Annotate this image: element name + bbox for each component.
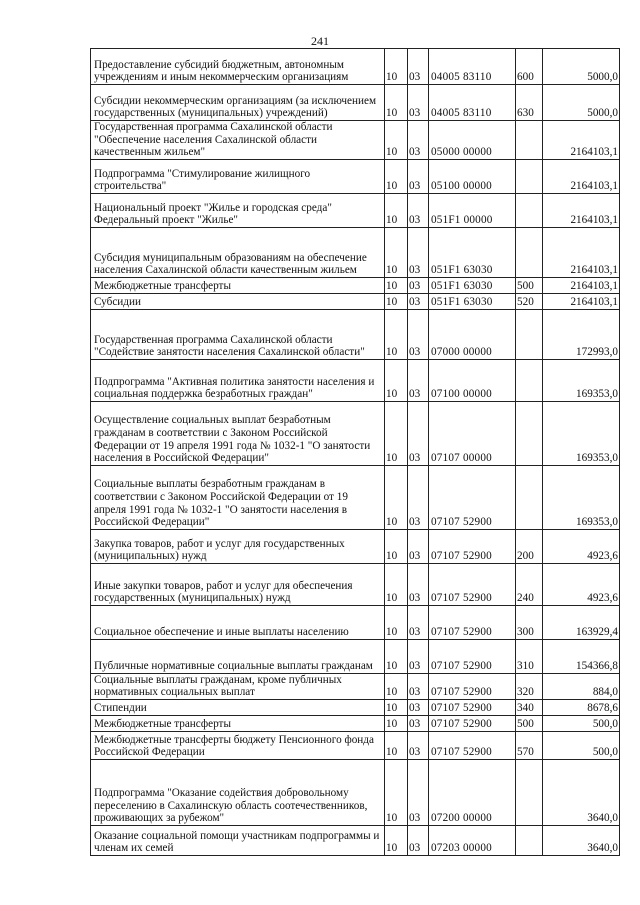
cell-csr: 07107 52900 [429,699,516,715]
cell-csr: 07100 00000 [429,359,516,401]
cell-rz: 10 [385,605,408,639]
cell-vr: 310 [516,639,543,673]
cell-sum: 163929,4 [543,605,620,639]
cell-name: Субсидия муниципальным образованиям на обеспечение населения Сахалинской области качественным жильем [91,227,385,277]
cell-vr [516,159,543,193]
cell-sum: 172993,0 [543,309,620,359]
table-row [91,605,620,639]
cell-rz: 10 [385,825,408,855]
table-row [91,193,620,227]
table-row [91,759,620,825]
cell-rz: 10 [385,563,408,605]
cell-pr: 03 [408,359,429,401]
cell-name: Социальное обеспечение и иные выплаты населению [91,605,385,639]
cell-vr [516,193,543,227]
cell-rz: 10 [385,49,408,85]
cell-csr: 07200 00000 [429,759,516,825]
cell-pr: 03 [408,309,429,359]
cell-rz: 10 [385,699,408,715]
cell-csr: 051F1 63030 [429,227,516,277]
cell-name: Предоставление субсидий бюджетным, автономным учреждениям и иным некоммерческим организациям [91,49,385,85]
cell-name: Оказание социальной помощи участникам подпрограммы и членам их семей [91,825,385,855]
table-row [91,359,620,401]
cell-sum: 4923,6 [543,563,620,605]
cell-vr [516,465,543,529]
cell-sum: 2164103,1 [543,121,620,160]
cell-pr: 03 [408,825,429,855]
cell-csr: 051F1 63030 [429,277,516,293]
cell-pr: 03 [408,673,429,699]
table-row [91,227,620,277]
cell-name: Субсидии [91,293,385,309]
cell-csr: 07107 52900 [429,731,516,759]
cell-vr: 570 [516,731,543,759]
cell-name: Межбюджетные трансферты бюджету Пенсионного фонда Российской Федерации [91,731,385,759]
cell-rz: 10 [385,277,408,293]
table-row [91,85,620,121]
cell-vr: 340 [516,699,543,715]
cell-vr: 240 [516,563,543,605]
cell-pr: 03 [408,159,429,193]
table-row [91,715,620,731]
cell-name: Национальный проект "Жилье и городская среда" Федеральный проект "Жилье" [91,193,385,227]
cell-csr: 07107 52900 [429,563,516,605]
table-row [91,277,620,293]
cell-rz: 10 [385,715,408,731]
cell-name: Подпрограмма "Оказание содействия добровольному переселению в Сахалинскую область соотечественников, проживающих за рубежом" [91,759,385,825]
budget-table [90,48,620,856]
table-row [91,159,620,193]
cell-rz: 10 [385,227,408,277]
cell-csr: 051F1 00000 [429,193,516,227]
cell-pr: 03 [408,277,429,293]
table-row [91,465,620,529]
cell-name: Подпрограмма "Активная политика занятости населения и социальная поддержка безработных граждан" [91,359,385,401]
cell-vr [516,401,543,465]
cell-csr: 07107 52900 [429,639,516,673]
cell-rz: 10 [385,359,408,401]
cell-name: Межбюджетные трансферты [91,277,385,293]
budget-table-body [91,49,620,856]
cell-pr: 03 [408,401,429,465]
cell-sum: 3640,0 [543,825,620,855]
cell-pr: 03 [408,699,429,715]
cell-sum: 169353,0 [543,401,620,465]
cell-vr: 300 [516,605,543,639]
cell-rz: 10 [385,193,408,227]
cell-pr: 03 [408,193,429,227]
table-row [91,563,620,605]
cell-rz: 10 [385,293,408,309]
cell-csr: 04005 83110 [429,85,516,121]
cell-pr: 03 [408,639,429,673]
cell-name: Социальные выплаты гражданам, кроме публичных нормативных социальных выплат [91,673,385,699]
cell-name: Социальные выплаты безработным гражданам в соответствии с Законом Российской Федерации от 19 апреля 1991 года № 1032-1 "О занятости населения в Российской Федерации" [91,465,385,529]
cell-vr [516,309,543,359]
cell-rz: 10 [385,529,408,563]
cell-vr: 600 [516,49,543,85]
cell-pr: 03 [408,759,429,825]
cell-sum: 5000,0 [543,49,620,85]
cell-pr: 03 [408,293,429,309]
table-row [91,309,620,359]
table-row [91,121,620,160]
cell-vr: 320 [516,673,543,699]
cell-csr: 07107 52900 [429,673,516,699]
cell-pr: 03 [408,227,429,277]
cell-rz: 10 [385,639,408,673]
table-row [91,731,620,759]
cell-csr: 07107 52900 [429,605,516,639]
cell-csr: 07107 00000 [429,401,516,465]
cell-csr: 07107 52900 [429,529,516,563]
cell-name: Иные закупки товаров, работ и услуг для обеспечения государственных (муниципальных) нужд [91,563,385,605]
cell-name: Государственная программа Сахалинской области "Содействие занятости населения Сахалинской области" [91,309,385,359]
table-row [91,401,620,465]
cell-csr: 051F1 63030 [429,293,516,309]
cell-sum: 2164103,1 [543,277,620,293]
cell-rz: 10 [385,401,408,465]
table-row [91,825,620,855]
cell-name: Государственная программа Сахалинской области "Обеспечение населения Сахалинской области качественным жильем" [91,121,385,160]
cell-name: Подпрограмма "Стимулирование жилищного строительства" [91,159,385,193]
cell-csr: 07203 00000 [429,825,516,855]
cell-rz: 10 [385,673,408,699]
cell-vr [516,359,543,401]
cell-csr: 07107 52900 [429,465,516,529]
cell-vr: 500 [516,277,543,293]
page-number: 241 [311,34,329,48]
cell-name: Стипендии [91,699,385,715]
cell-rz: 10 [385,465,408,529]
cell-sum: 884,0 [543,673,620,699]
cell-name: Субсидии некоммерческим организациям (за исключением государственных (муниципальных) учреждений) [91,85,385,121]
cell-rz: 10 [385,159,408,193]
cell-csr: 05100 00000 [429,159,516,193]
cell-vr: 520 [516,293,543,309]
table-row [91,293,620,309]
cell-rz: 10 [385,759,408,825]
cell-rz: 10 [385,731,408,759]
cell-vr [516,227,543,277]
cell-pr: 03 [408,529,429,563]
cell-pr: 03 [408,49,429,85]
cell-sum: 2164103,1 [543,159,620,193]
cell-sum: 2164103,1 [543,193,620,227]
cell-vr [516,121,543,160]
cell-sum: 5000,0 [543,85,620,121]
cell-name: Закупка товаров, работ и услуг для государственных (муниципальных) нужд [91,529,385,563]
cell-rz: 10 [385,309,408,359]
cell-sum: 169353,0 [543,465,620,529]
cell-pr: 03 [408,731,429,759]
cell-pr: 03 [408,465,429,529]
cell-csr: 07107 52900 [429,715,516,731]
cell-pr: 03 [408,715,429,731]
cell-sum: 2164103,1 [543,293,620,309]
cell-vr: 630 [516,85,543,121]
cell-csr: 07000 00000 [429,309,516,359]
cell-pr: 03 [408,85,429,121]
cell-rz: 10 [385,85,408,121]
cell-csr: 05000 00000 [429,121,516,160]
cell-rz: 10 [385,121,408,160]
cell-name: Осуществление социальных выплат безработным гражданам в соответствии с Законом Российской Федерации от 19 апреля 1991 года № 1032-1 "О занятости населения в Российской Федерации" [91,401,385,465]
cell-sum: 2164103,1 [543,227,620,277]
table-row [91,699,620,715]
cell-sum: 500,0 [543,715,620,731]
cell-name: Межбюджетные трансферты [91,715,385,731]
cell-csr: 04005 83110 [429,49,516,85]
cell-pr: 03 [408,121,429,160]
cell-sum: 4923,6 [543,529,620,563]
cell-vr [516,825,543,855]
cell-name: Публичные нормативные социальные выплаты гражданам [91,639,385,673]
cell-sum: 3640,0 [543,759,620,825]
table-row [91,673,620,699]
cell-vr: 200 [516,529,543,563]
table-row [91,639,620,673]
cell-vr [516,759,543,825]
cell-sum: 154366,8 [543,639,620,673]
cell-sum: 169353,0 [543,359,620,401]
table-row [91,529,620,563]
cell-pr: 03 [408,563,429,605]
table-row [91,49,620,85]
cell-sum: 500,0 [543,731,620,759]
cell-sum: 8678,6 [543,699,620,715]
cell-pr: 03 [408,605,429,639]
cell-vr: 500 [516,715,543,731]
